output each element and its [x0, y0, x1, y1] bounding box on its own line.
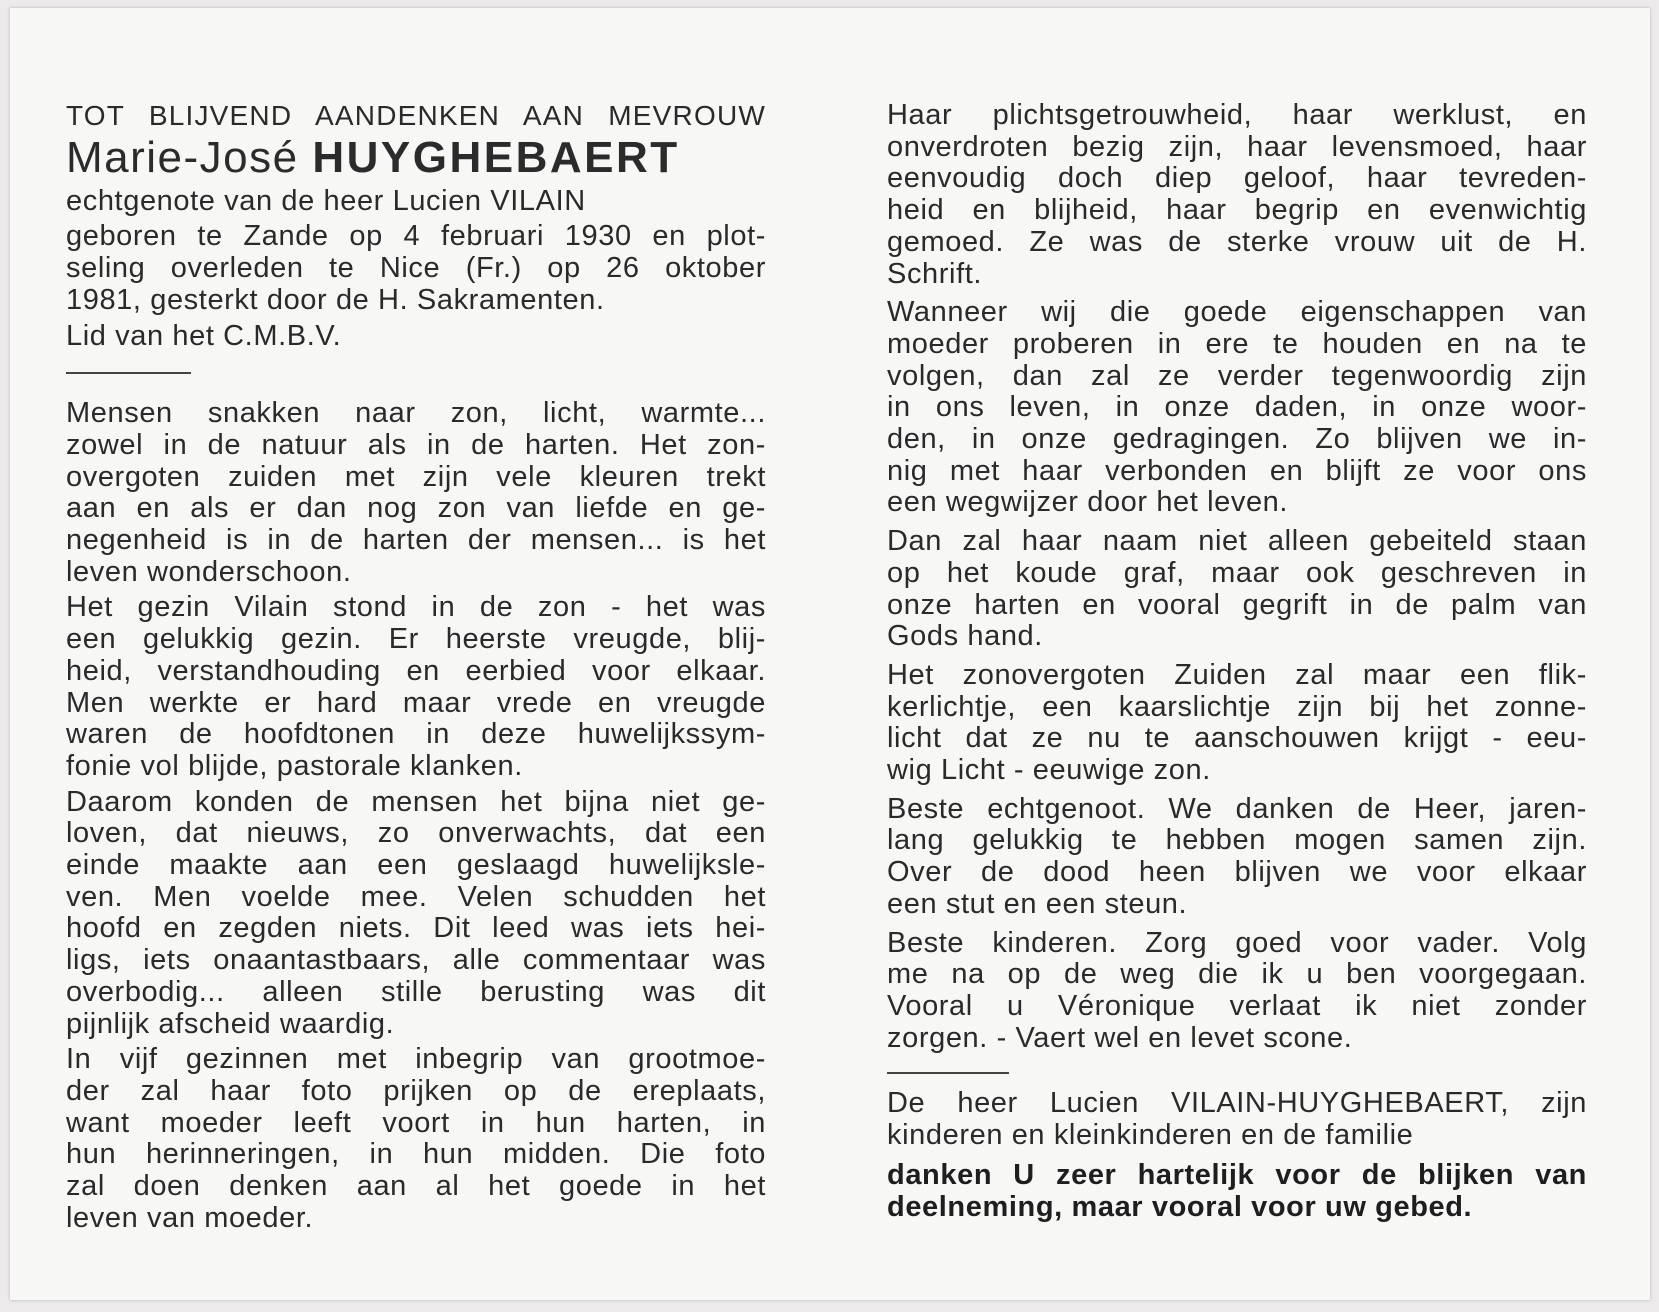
thanks-line: danken U zeer hartelijk voor de blijken van	[887, 1158, 1587, 1191]
paragraph-line: Wanneer wij die goede eigenschappen van	[887, 296, 1587, 329]
paragraph-line: hun herinneringen, in hun midden. Die foto	[66, 1138, 766, 1171]
deceased-name	[66, 134, 766, 182]
thanks-line: deelneming, maar vooral voor uw gebed.	[887, 1190, 1473, 1223]
memorial-card	[10, 8, 1650, 1300]
paragraph-line: eenvoudig doch diep geloof, haar tevreden-	[887, 162, 1587, 195]
paragraph-line: volgen, dan zal ze verder tegenwoordig zijn	[887, 359, 1587, 392]
birth-death-details	[66, 221, 766, 316]
paragraph-line: moeder proberen in ere te houden en na te	[887, 327, 1587, 360]
paragraph-line: Over de dood heen blijven we voor elkaar	[887, 856, 1587, 889]
paragraph-line: Beste kinderen. Zorg goed voor vader. Volg	[887, 926, 1587, 959]
paragraph-line: zal doen denken aan al het goede in het	[66, 1170, 766, 1203]
thanks-message	[887, 1160, 1587, 1223]
paragraph-line: In vijf gezinnen met inbegrip van grootmoe-	[66, 1043, 766, 1076]
paragraph	[66, 1044, 766, 1234]
paragraph-line: leven van moeder.	[66, 1201, 314, 1234]
birth-death-line: geboren te Zande op 4 februari 1930 en plot-	[66, 220, 766, 253]
divider-rule	[887, 1072, 1009, 1074]
card-heading: TOT BLIJVEND AANDENKEN AAN MEVROUW	[66, 100, 766, 131]
right-column	[887, 100, 1587, 1223]
paragraph-line: Mensen snakken naar zon, licht, warmte...	[66, 397, 766, 430]
spouse-line: echtgenote van de heer Lucien VILAIN	[66, 184, 586, 217]
paragraph-line: op het koude graf, maar ook geschreven in	[887, 556, 1587, 589]
right-paragraphs	[887, 100, 1587, 1054]
family-line: De heer Lucien VILAIN-HUYGHEBAERT, zijn	[887, 1087, 1587, 1120]
paragraph-line: der zal haar foto prijken op de ereplaats,	[66, 1074, 766, 1107]
paragraph	[66, 787, 766, 1041]
paragraph-line: me na op de weg die ik u ben voorgegaan.	[887, 958, 1587, 991]
paragraph-line: ligs, iets onaantastbaars, alle commentaar was	[66, 944, 766, 977]
family-line: kinderen en kleinkinderen en de familie	[887, 1119, 1414, 1152]
paragraph-line: fonie vol blijde, pastorale klanken.	[66, 749, 523, 782]
paragraph-line: hoofd en zegden niets. Dit leed was iets hei-	[66, 912, 766, 945]
paragraph-line: Vooral u Véronique verlaat ik niet zonder	[887, 989, 1587, 1022]
paragraph-line: want moeder leeft voort in hun harten, in	[66, 1106, 766, 1139]
paragraph-line: in ons leven, in onze daden, in onze woor-	[887, 391, 1587, 424]
paragraph-line: Het zonovergoten Zuiden zal maar een flik-	[887, 658, 1587, 691]
paragraph-line: Schrift.	[887, 257, 983, 290]
paragraph-line: Gods hand.	[887, 620, 1043, 653]
paragraph-line: Haar plichtsgetrouwheid, haar werklust, en	[887, 99, 1587, 131]
paragraph-line: een stut en een steun.	[887, 887, 1188, 920]
paragraph-line: overgoten zuiden met zijn vele kleuren trekt	[66, 460, 766, 493]
paragraph	[887, 526, 1587, 653]
birth-death-line: 1981, gesterkt door de H. Sakramenten.	[66, 283, 605, 316]
paragraph-line: negenheid is in de harten der mensen... is het	[66, 524, 766, 557]
paragraph-line: heid, verstandhouding en eerbied voor elkaar.	[66, 654, 766, 687]
paragraph-line: kerlichtje, een kaarslichtje zijn bij het zonne-	[887, 690, 1587, 723]
paragraph-line: waren de hoofdtonen in deze huwelijkssym-	[66, 718, 766, 751]
paragraph-line: onverdroten bezig zijn, haar levensmoed, haar	[887, 130, 1587, 163]
left-paragraphs	[66, 398, 766, 1234]
paragraph-line: overbodig... alleen stille berusting was dit	[66, 975, 766, 1008]
paragraph-line: loven, dat nieuws, zo onverwachts, dat een	[66, 817, 766, 850]
deceased-surname: HUYGHEBAERT	[312, 132, 680, 182]
family-signature	[887, 1088, 1587, 1151]
paragraph	[66, 398, 766, 588]
paragraph-line: nig met haar verbonden en blijft ze voor ons	[887, 454, 1587, 487]
paragraph	[887, 297, 1587, 519]
paragraph-line: aan en als er dan nog zon van liefde en ge-	[66, 492, 766, 525]
paragraph-line: lang gelukkig te hebben mogen samen zijn.	[887, 824, 1587, 857]
paragraph	[887, 794, 1587, 921]
paragraph-line: zorgen. - Vaert wel en levet scone.	[887, 1021, 1353, 1054]
paragraph-line: Men werkte er hard maar vrede en vreugde	[66, 686, 766, 719]
paragraph-line: licht dat ze nu te aanschouwen krijgt - eeu-	[887, 722, 1587, 755]
paragraph-line: leven wonderschoon.	[66, 555, 352, 588]
left-column	[66, 100, 766, 1239]
paragraph-line: Beste echtgenoot. We danken de Heer, jaren-	[887, 792, 1587, 825]
paragraph-line: onze harten en vooral gegrift in de palm van	[887, 588, 1587, 621]
paragraph	[887, 660, 1587, 787]
paragraph-line: den, in onze gedragingen. Zo blijven we in-	[887, 423, 1587, 456]
paragraph-line: een gelukkig gezin. Er heerste vreugde, blij-	[66, 623, 766, 656]
paragraph-line: Het gezin Vilain stond in de zon - het was	[66, 591, 766, 624]
paragraph-line: Daarom konden de mensen het bijna niet ge-	[66, 785, 766, 818]
paragraph-line: gemoed. Ze was de sterke vrouw uit de H.	[887, 225, 1587, 258]
paragraph	[887, 100, 1587, 290]
paragraph-line: zowel in de natuur als in de harten. Het zon-	[66, 428, 766, 461]
paragraph-line: ven. Men voelde mee. Velen schudden het	[66, 880, 766, 913]
paragraph-line: wig Licht - eeuwige zon.	[887, 754, 1211, 787]
paragraph-line: een wegwijzer door het leven.	[887, 486, 1289, 519]
membership-line: Lid van het C.M.B.V.	[66, 319, 342, 352]
deceased-first-name: Marie-José	[66, 132, 299, 182]
paragraph-line: Dan zal haar naam niet alleen gebeiteld staan	[887, 525, 1587, 558]
paragraph	[887, 928, 1587, 1055]
paragraph-line: pijnlijk afscheid waardig.	[66, 1007, 395, 1040]
paragraph-line: einde maakte aan een geslaagd huwelijksle-	[66, 849, 766, 882]
paragraph	[66, 592, 766, 782]
paragraph-line: heid en blijheid, haar begrip en evenwichtig	[887, 194, 1587, 227]
divider-rule	[66, 372, 191, 374]
birth-death-line: seling overleden te Nice (Fr.) op 26 oktober	[66, 252, 766, 285]
